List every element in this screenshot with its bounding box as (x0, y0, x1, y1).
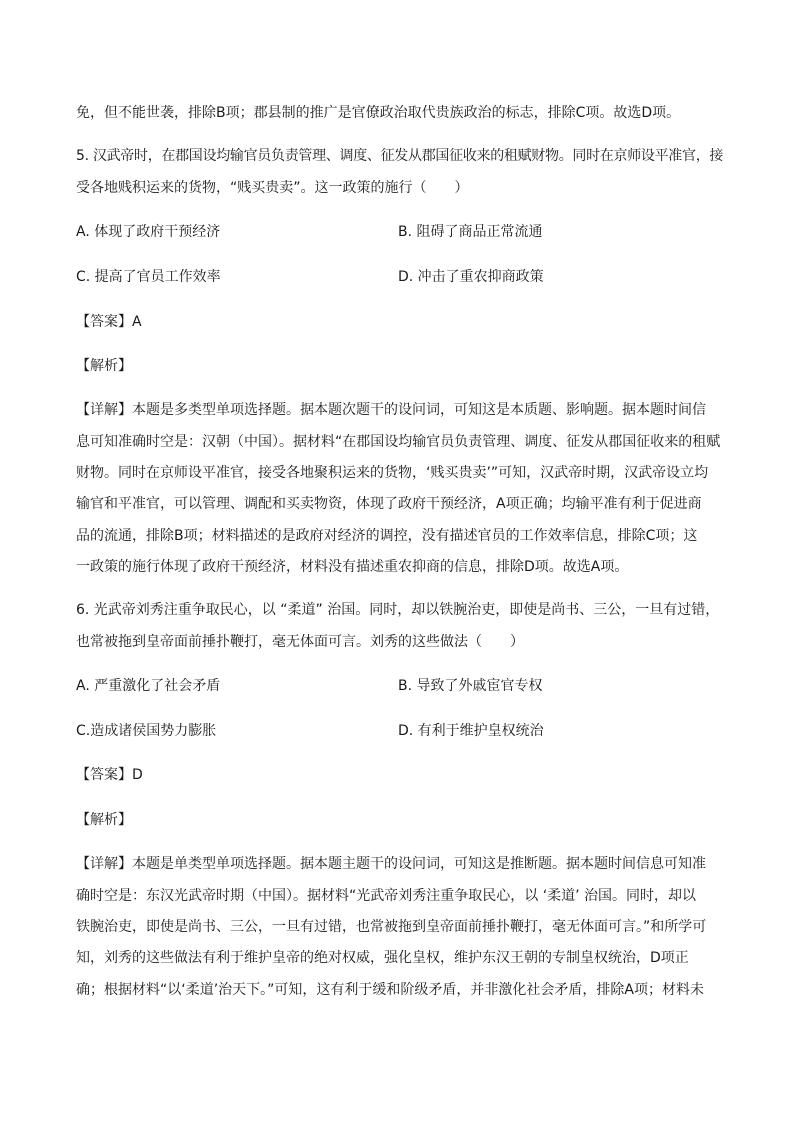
q6-detail-line-5: 确；根据材料“以‘柔道’治天下。”可知，这有利于缓和阶级矛盾，并非激化社会矛盾，排除A项；材料未 (76, 982, 704, 998)
q6-option-a: A. 严重激化了社会矛盾 (76, 678, 221, 694)
intro-line: 免，但不能世袭，排除B项；郡县制的推广是官僚政治取代贵族政治的标志，排除C项。故选D项。 (76, 105, 681, 121)
q6-stem-line-2: 也常被拖到皇帝面前捶扑鞭打，毫无体面可言。刘秀的这些做法（ ） (76, 634, 524, 650)
q6-option-b: B. 导致了外戚宦官专权 (398, 678, 543, 694)
q5-detail-line-6: 一政策的施行体现了政府干预经济，材料没有描述重农抑商的信息，排除D项。故选A项。 (76, 559, 629, 575)
q5-stem-line-2: 受各地贱积运来的货物，“贱买贵卖”。这一政策的施行（ ） (76, 180, 469, 196)
q5-answer: 【答案】A (76, 314, 142, 330)
q5-stem-line-1: 5. 汉武帝时，在郡国设均输官员负责管理、调度、征发从郡国征收来的租赋财物。同时在京师设平准官，接 (76, 148, 724, 164)
q6-detail-line-2: 确时空是：东汉光武帝时期（中国）。据材料“光武帝刘秀注重争取民心，以 ‘柔道’ 治国。同时，却以 (76, 888, 697, 904)
q6-detail-line-3: 铁腕治吏，即使是尚书、三公，一旦有过错，也常被拖到皇帝面前捶扑鞭打，毫无体面可言。”和所学可 (76, 919, 707, 935)
q5-detail-line-5: 品的流通，排除B项；材料描述的是政府对经济的调控，没有描述官员的工作效率信息，排除C项；这 (76, 528, 698, 544)
q5-option-a: A. 体现了政府干预经济 (76, 224, 221, 240)
q6-answer: 【答案】D (76, 767, 143, 783)
q6-option-c: C.造成诸侯国势力膨胀 (76, 723, 217, 739)
q5-option-d: D. 冲击了重农抑商政策 (398, 269, 544, 285)
q5-detail-line-1: 【详解】本题是多类型单项选择题。据本题次题干的设问词，可知这是本质题、影响题。据本题时间信 (76, 402, 706, 418)
q5-detail-line-2: 息可知准确时空是：汉朝（中国）。据材料“在郡国设均输官员负责管理、调度、征发从郡国征收来的租赋 (76, 434, 721, 450)
q5-analysis-label: 【解析】 (76, 358, 132, 374)
q5-detail-line-3: 财物。同时在京师设平准官，接受各地聚积运来的货物，‘贱买贵卖’”可知，汉武帝时期，汉武帝设立均 (76, 465, 709, 481)
q5-option-b: B. 阻碍了商品正常流通 (398, 224, 543, 240)
q6-detail-line-4: 知，刘秀的这些做法有利于维护皇帝的绝对权威，强化皇权，维护东汉王朝的专制皇权统治，D项正 (76, 950, 689, 966)
q6-analysis-label: 【解析】 (76, 812, 132, 828)
q5-option-c: C. 提高了官员工作效率 (76, 269, 221, 285)
q6-stem-line-1: 6. 光武帝刘秀注重争取民心，以 “柔道” 治国。同时，却以铁腕治吏，即使是尚书、三公，一旦有过错， (76, 602, 720, 618)
q6-detail-line-1: 【详解】本题是单类型单项选择题。据本题主题干的设问词，可知这是推断题。据本题时间信息可知准 (76, 856, 706, 872)
q6-option-d: D. 有利于维护皇权统治 (398, 723, 544, 739)
q5-detail-line-4: 输官和平准官，可以管理、调配和买卖物资，体现了政府干预经济，A项正确；均输平准有利于促进商 (76, 496, 702, 512)
